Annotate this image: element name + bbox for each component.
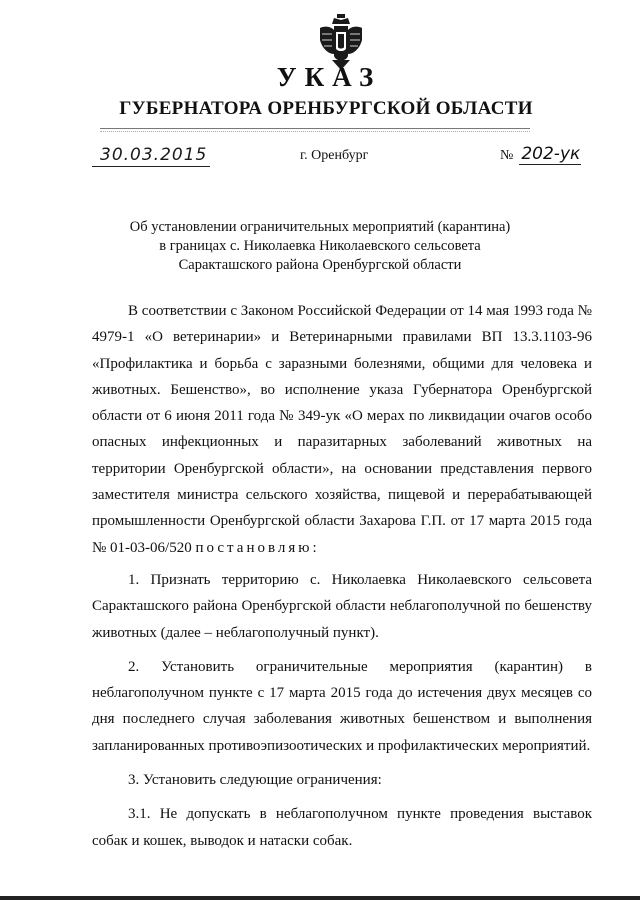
item-3-1-paragraph: 3.1. Не допускать в неблагополучном пункте проведения выставок собак и кошек, выводок и натаски собак. [92,806,592,849]
item-2-paragraph: 2. Установить ограничительные мероприятия (карантин) в неблагополучном пункте с 17 марта 2015 года до истечения двух месяцев со дня последнего случая заболевания животных бешенством и выполнения запланированных противоэпизоотических и профилактических мероприятий. [92,658,592,754]
item-1-paragraph: 1. Признать территорию с. Николаевка Николаевского сельсовета Саракташского района Оренбургской области неблагополучной по бешенству животных (далее – неблагополучный пункт). [92,571,592,641]
decree-body [92,298,592,862]
decree-number: 202-ук [521,144,581,164]
subject-line-1: Об установлении ограничительных мероприятий (карантина) [129,219,511,235]
decree-date: 30.03.2015 [92,145,210,167]
header-divider [100,128,530,129]
preamble-paragraph [92,298,592,561]
issuer-title: ГУБЕРНАТОРА ОРЕНБУРГСКОЙ ОБЛАСТИ [119,98,533,119]
decree-title: УКАЗ [276,62,382,92]
header-divider-secondary [100,131,530,132]
decree-number-field [500,144,581,165]
item-3-paragraph: 3. Установить следующие ограничения: [128,772,382,789]
decree-subject [100,218,540,275]
subject-line-3: Саракташского района Оренбургской области [178,257,462,273]
preamble-text: В соответствии с Законом Российской Федерации от 14 мая 1993 года № 4979-1 «О ветеринарии» и Ветеринарными правилами ВП 13.3.1103-96 «Профилактика и борьба с заразными болезнями, общими для человека и животных. Бешенство», во исполнение указа Губернатора Оренбургской области от 6 июня 2011 года № 349-ук «О мерах по ликвидации очагов особо опасных инфекционных и паразитарных заболеваний животных на территории Оренбургской области», на основании представления первого заместителя министра сельского хозяйства, пищевой и перерабатывающей промышленности Оренбургской области Захарова Г.П. от 17 марта 2015 года № 01-03-06/520 [92,303,592,556]
decree-word: постановляю: [195,539,320,556]
number-sign: № [500,148,514,163]
page-bottom-border [0,896,640,900]
decree-city: г. Оренбург [300,148,369,163]
subject-line-2: в границах с. Николаевка Николаевского сельсовета [159,238,481,254]
